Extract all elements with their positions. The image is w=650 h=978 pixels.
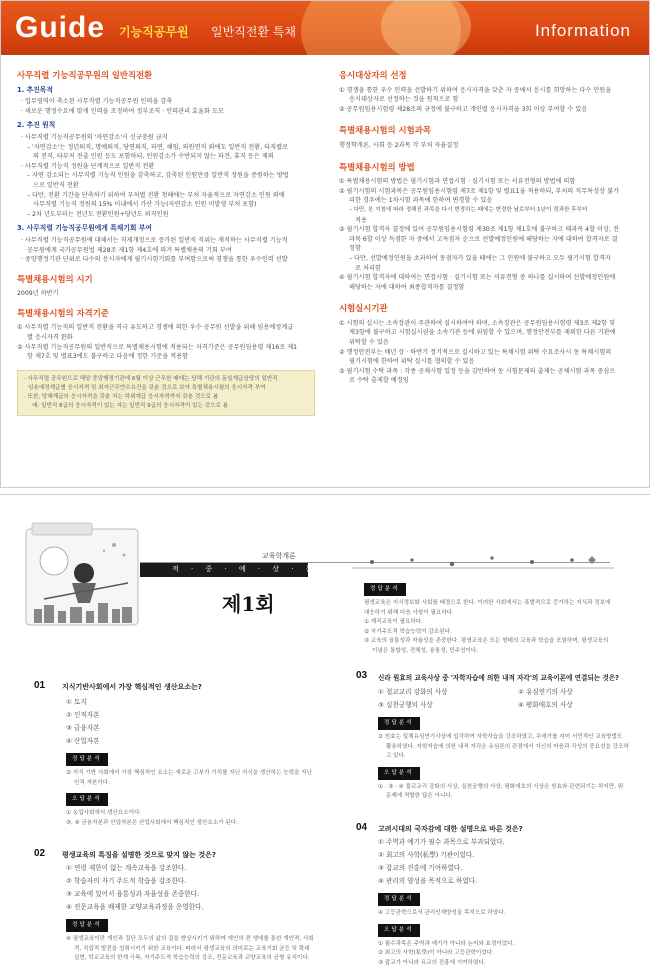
option[interactable]: ② 학습자의 자기 주도적 학습을 강조한다. — [66, 877, 187, 885]
option[interactable]: ④ 전문교육을 배제한 교양교육과정을 운영한다. — [66, 903, 204, 911]
answer-line: 실현, 학교교육의 한계 극복, 자기주도적 학습능력의 강조, 전문교육과 교양교육의 균형 유지이다. — [74, 955, 310, 961]
question-title-text: 적 · 중 · 예 · 상 · 문 · 제 — [172, 565, 351, 573]
text-line: 2009년 하반기 — [17, 290, 59, 298]
text-line: · 사무직렬 기능직공무원의 '자연감소'시 신규충원 금지 — [21, 133, 168, 141]
answer-tag: 정답분석 — [66, 919, 108, 932]
option[interactable]: ① 토지 — [66, 698, 87, 706]
text-line: ① 경쟁을 통한 우수 인력을 선발하기 위하여 응시자격을 갖춘 자 중에서 응시를 희망하는 다수 인원을 — [339, 86, 612, 94]
text-line: ② 사무직렬 기능직공무원의 일반직으로 특별채용시험에 적용되는 자격기준은 공무원임용령 제16조 제1 — [17, 343, 298, 351]
text-line: – '자연감소'는 정년퇴직, 명예퇴직, 당연퇴직, 파면, 해임, 의원면직 외에도 일반직 전환, 타직렬로 — [27, 143, 289, 151]
answer-line: ① 농업사회에서 생산요소이다. — [66, 810, 142, 816]
text-line: 행정학개론, 사회 등 2과목 각 부처 자율결정 — [339, 141, 459, 149]
left-column — [17, 71, 315, 416]
text-line: · 새로운 행정수요에 맞게 인력을 조정하여 정부조직 · 인력관리 효율화 도모 — [21, 107, 224, 115]
right-column — [339, 71, 635, 386]
text-line: 정함 — [349, 245, 361, 253]
question-body — [66, 696, 324, 828]
information-label: Information — [534, 21, 631, 40]
answer-line: 인적 자본이다. — [74, 779, 110, 786]
section-title: 특별채용시험의 시험과목 — [339, 125, 431, 136]
section-title: 사무직렬 기능직공무원의 일반직전환 — [17, 70, 153, 80]
section-title: 특별채용시험의 자격기준 — [17, 307, 109, 318]
answer-line: ② 자기주도적 학습능력이 강조된다. — [364, 628, 452, 635]
text-line: 응시대상자로 선정하는 것을 원칙으로 함 — [349, 96, 459, 104]
answer-tag: 정답분석 — [66, 753, 108, 766]
question-body — [378, 836, 638, 968]
guide-subtitle-1: 기능직공무원 — [119, 25, 189, 39]
text-line: 사무직렬 기능직 정원의 15% 이내에서 가산 가능(자연감소 인원 미발생 부처 포함) — [33, 201, 257, 209]
option[interactable]: ② 최고의 사학(私學) 기관이었다. — [378, 851, 475, 859]
answer-line: 활용하였다. 자학자습에 의한 내적 자각은 유심론의 관점에서 자신의 마음과 각성의 중요성을 강조하 — [386, 743, 629, 750]
text-line: 위탁할 수 있음 — [349, 339, 389, 347]
text-line: – 자연 감소되는 사무직렬 기능직 인원을 감축하고, 감축된 인원만큼 일반직 정원을 증원하는 방법 — [27, 172, 289, 180]
answer-line: 평생교육은 지식정보화 사회를 배경으로 한다. 이러한 사회에서는 폭발적으로 증가하는 지식과 정보에 — [364, 600, 611, 606]
decorative-branch — [352, 550, 614, 574]
text-line: ① 시험의 실시는 소속장관이 주관하여 실시하여야 하며, 소속장관은 공무원임용시험령 제3조 제2항 및 — [339, 319, 616, 327]
guide-subtitle-2: 일반직전환 특채 — [211, 25, 296, 39]
text-line: ④ 필기시험 합격자에 대하여는 면접시험 · 실기시험 또는 서류전형 중 하나를 실시하여 선발예정인원에 — [339, 274, 616, 282]
question-text: 신라 원효의 교육사상 중 '자학자습에 의한 내적 자각'의 교육이론에 연결되는 것은? — [378, 674, 620, 682]
question-body — [66, 862, 328, 964]
answer-line: 대응하기 위해 다음 사항이 필요하다. — [364, 609, 454, 616]
answer-block — [364, 578, 634, 656]
answer-line: 이념은 통합성, 전체성, 융통성, 민주성이다. — [372, 647, 479, 654]
witch-illustration — [24, 521, 142, 631]
question-number: 02 — [34, 848, 46, 859]
question-text: 고려시대의 국자감에 대한 설명으로 바른 것은? — [378, 825, 523, 833]
question-number: 04 — [356, 822, 368, 833]
section-title: 특별채용시험의 시기 — [17, 273, 93, 284]
question-number: 01 — [34, 680, 46, 691]
option[interactable]: ④ 산업자본 — [66, 737, 100, 745]
answer-tag: 오답분석 — [66, 793, 108, 806]
note-line: 임용예정계급별 응시자격 및 최저근무연수요건을 갖춘 것으로 보아 특별채용시험의 응시자격 부여 — [28, 384, 266, 391]
answer-tag: 정답분석 — [364, 583, 406, 596]
option[interactable]: ① 주역과 예기가 필수 과목으로 부과되었다. — [378, 838, 505, 846]
question-text: 지식기반사회에서 가장 핵심적인 생산요소는? — [62, 683, 202, 691]
answer-line: ③, ④ 금융자본과 산업자본은 산업사회에서 핵심적인 생산요소가 된다. — [66, 819, 238, 826]
section-title: 시험실시기관 — [339, 303, 388, 314]
text-line: ① 특별채용시험의 방법은 필기시험과 면접시험 · 실기시험 또는 서류전형의 방법에 의함 — [339, 178, 576, 186]
answer-line: ② 최고의 사학(私學)이 아니라 고등관학이었다. — [378, 950, 494, 956]
answer-line: 적, 직업적 발전을 성취시키기 위한 교육이다. 따라서 평생교육의 의미로는 교육기회 균등 및 확대 — [74, 945, 310, 952]
subsection-title: 3. 사무직렬 기능직공무원에게 특채기회 부여 — [17, 224, 152, 233]
text-line: · 사무직렬 기능직공무원에 대해서는 직제개정으로 증가된 일반직 직위는 재직하는 사무직렬 기능직 — [21, 236, 288, 244]
text-line: · 업무영역이 축소된 사무직렬 기능직공무원 인력을 감축 — [21, 98, 173, 106]
answer-line: ① 필수과목은 주역과 예기가 아니라 논어와 효경이었다. — [378, 940, 515, 947]
question-body — [378, 686, 638, 802]
note-line: 예: 일반직 8급의 응시자격이 있는 자는 일반직 9급의 응시자격이 있는 것으로 봄 — [32, 402, 229, 409]
subsection-title: 1. 추진목적 — [17, 85, 53, 94]
text-line: 해당하는 자에 대하여 최종합격자를 결정함 — [349, 283, 465, 291]
question-number: 03 — [356, 670, 368, 681]
text-line: ② 필기시험의 시험과목은 공무원임용시험령 제7조 제1항 및 별표1을 적용하되, 부처의 직무특성상 불가 — [339, 187, 620, 195]
option[interactable]: ① 절교교리 강화의 사상 — [378, 688, 448, 696]
note-line: · 사무직렬 공무원으로 해당 중앙행정기관에 6월 이상 근무한 때에는 당해 기관의 동일계급상당의 일반직 — [24, 375, 278, 382]
text-line: · 사무직렬 기능직 정원을 단계적으로 일반직 전환 — [21, 162, 155, 170]
text-line: 제3항에 불구하고 시험실시권을 소속기관 등에 위임할 수 있으며, 행정안전부를 제외한 다른 기관에 — [349, 329, 616, 337]
text-line: ③ 필기시험 합격자 결정에 있어 공무원임용시험령 제30조 제1항 제1호에 불구하고 매과목 4할 이상, 전 — [339, 226, 619, 234]
answer-line: ① 재직교육이 필요하다. — [364, 619, 423, 625]
text-line: 공무원에게 국가공무원법 제28조 제1항 제4호에 의거 특별채용의 기회 부여 — [27, 246, 232, 254]
text-line: ① 사무직렬 기능직의 일반직 전환을 직극 유도하고 경쟁에 의한 우수 공무원 선발을 위해 임용예정계급 — [17, 324, 294, 332]
text-line: 로 처리함 — [355, 264, 381, 272]
answer-line: ④ 고등관학으로서 관리인재양성을 목적으로 하였다. — [378, 910, 506, 916]
text-line: – 다만, 전환 기간을 단축하기 위하여 부처별 전환 첫해에는 부처 자율적으로 자연감소 인원 외에 — [27, 191, 285, 199]
option[interactable]: ③ 실천궁행의 사상 — [378, 701, 433, 709]
option[interactable]: ② 유심연기의 사상 — [518, 688, 573, 696]
subsection-title: 2. 추진 원칙 — [17, 121, 56, 130]
text-line: 로 수탁 출제할 예정임 — [349, 377, 409, 385]
text-line: 항 제7호 및 별표3에도 불구하고 다음에 정한 기준을 적용함 — [27, 353, 189, 361]
text-line: 별 응시자격 완화 — [27, 334, 73, 342]
text-line: 의 전직, 타부처 전출 인원 등도 포함하되, 인원감소가 수반되지 않는 파견, 휴직 등은 제외 — [33, 153, 274, 161]
answer-tag: 정답분석 — [378, 893, 420, 906]
answer-tag: 오답분석 — [378, 924, 420, 937]
note-box — [17, 370, 315, 416]
note-line: · 또한, 당해계급의 응시자격을 갖춘 자는 하위계급 응시자격까지 갖춘 것으로 봄 — [24, 393, 219, 400]
option[interactable]: ② 인적자본 — [66, 711, 100, 719]
guide-title: Guide — [15, 11, 106, 44]
text-line: – 다만, 선발예정인원을 초과하여 동점자가 있을 때에는 그 인원에 불구하고 모두 필기시험 합격자 — [349, 254, 611, 262]
question-text: 평생교육의 특징을 설명한 것으로 맞지 않는 것은? — [62, 851, 216, 859]
text-line: – 다만, 본 지침에 따라 정해진 과목을 다시 변경하는 때에는 변경한 날로부터 1년이 경과한 후부터 — [349, 206, 588, 213]
option[interactable]: ④ 평화애호의 사상 — [518, 701, 573, 709]
text-line: ③ 필기시험 수탁 과목 : 각종 공채시험 일정 등을 감안하여 동 시험문제의 출제는 공채시험 과목 중심으 — [339, 367, 616, 375]
option[interactable]: ① 연령 제한이 없는 계속교육을 강조한다. — [66, 864, 187, 872]
answer-line: ② 지식 기반 사회에서 가장 핵심적인 요소는 새로운 고부가 가치를 지닌 지식을 생산하는 능력을 지닌 — [66, 770, 313, 776]
text-line: 과목 6할 이상 득점한 자 중에서 고득점자 순으로 선발예정인원에 해당하는 자에 대하여 합격자로 결 — [349, 235, 618, 243]
text-line: 적용 — [355, 216, 367, 224]
text-line: ② 공무원임용시험령 제28조의 규정에 불구하고 개인별 응시자격을 3회 이상 부여할 수 있음 — [339, 105, 588, 113]
option[interactable]: ④ 관리의 양성을 목적으로 하였다. — [378, 877, 478, 885]
guide-header-banner — [1, 1, 649, 55]
text-line: · 중앙행정기관 단위로 다수의 응시자에게 필기시험기회를 부여함으로써 경쟁을 통한 우수인력 선발 — [21, 256, 288, 264]
guide-page — [0, 0, 650, 488]
answer-line: ③ 교육의 융통성과 자율성을 존중한다. 평생교육은 모든 형태의 교육과 학습을 포함하며, 평생교육의 — [364, 638, 609, 644]
answer-line: ② 원효는 일체유심연기사상에 입각하여 자학자습을 강조하였고, 무애가를 지어 서민적인 교육방법도 — [378, 734, 623, 740]
text-line: ② 행정안전부는 매년 상 · 하반기 정기적으로 실시하고 있는 특채시험 위탁 수요조사시 동 특채시험의 — [339, 348, 612, 356]
subject-label: 교육학개론 — [262, 552, 296, 560]
text-line: – 2차 년도부터는 전년도 전환인원+당년도 퇴직인원 — [27, 210, 169, 218]
answer-tag: 정답분석 — [378, 717, 420, 730]
text-line: 피한 경우에는 1차시험 과목에 한하여 변경할 수 있음 — [349, 197, 493, 205]
section-title: 응시대상자의 선정 — [339, 70, 407, 80]
answer-line: ③ 잡교가 아니라 유교의 진흥에 기여하였다. — [378, 959, 486, 966]
option[interactable]: ③ 잡교의 진흥에 기여하였다. — [378, 864, 463, 872]
answer-line: 문제에 적합한 답은 아니다. — [386, 793, 453, 799]
text-line: 으로 일반직 전환 — [33, 181, 79, 189]
answer-line: ④ 평생교육이란 개인과 집단 모두의 삶의 질을 향상시키기 위하여 개인의 전 생애를 통한 개인적, 사회 — [66, 936, 314, 942]
section-title: 특별채용시험의 방법 — [339, 161, 415, 172]
option[interactable]: ③ 금융자본 — [66, 724, 100, 732]
round-label: 제1회 — [222, 592, 275, 616]
answer-tag: 오답분석 — [378, 767, 420, 780]
answer-line: 고 있다. — [386, 753, 406, 759]
answer-line: ① · ③ · ④ 불교교리 강화의 사상, 실천궁행의 사상, 평화애호의 사상은 원효와 관련되기는 하지만, 위 — [378, 783, 624, 790]
text-line: 필기시험에 한하여 위탁 실시를 협의할 수 있음 — [349, 358, 475, 366]
option[interactable]: ③ 교육에 있어서 융통성과 자율성을 존중한다. — [66, 890, 200, 898]
